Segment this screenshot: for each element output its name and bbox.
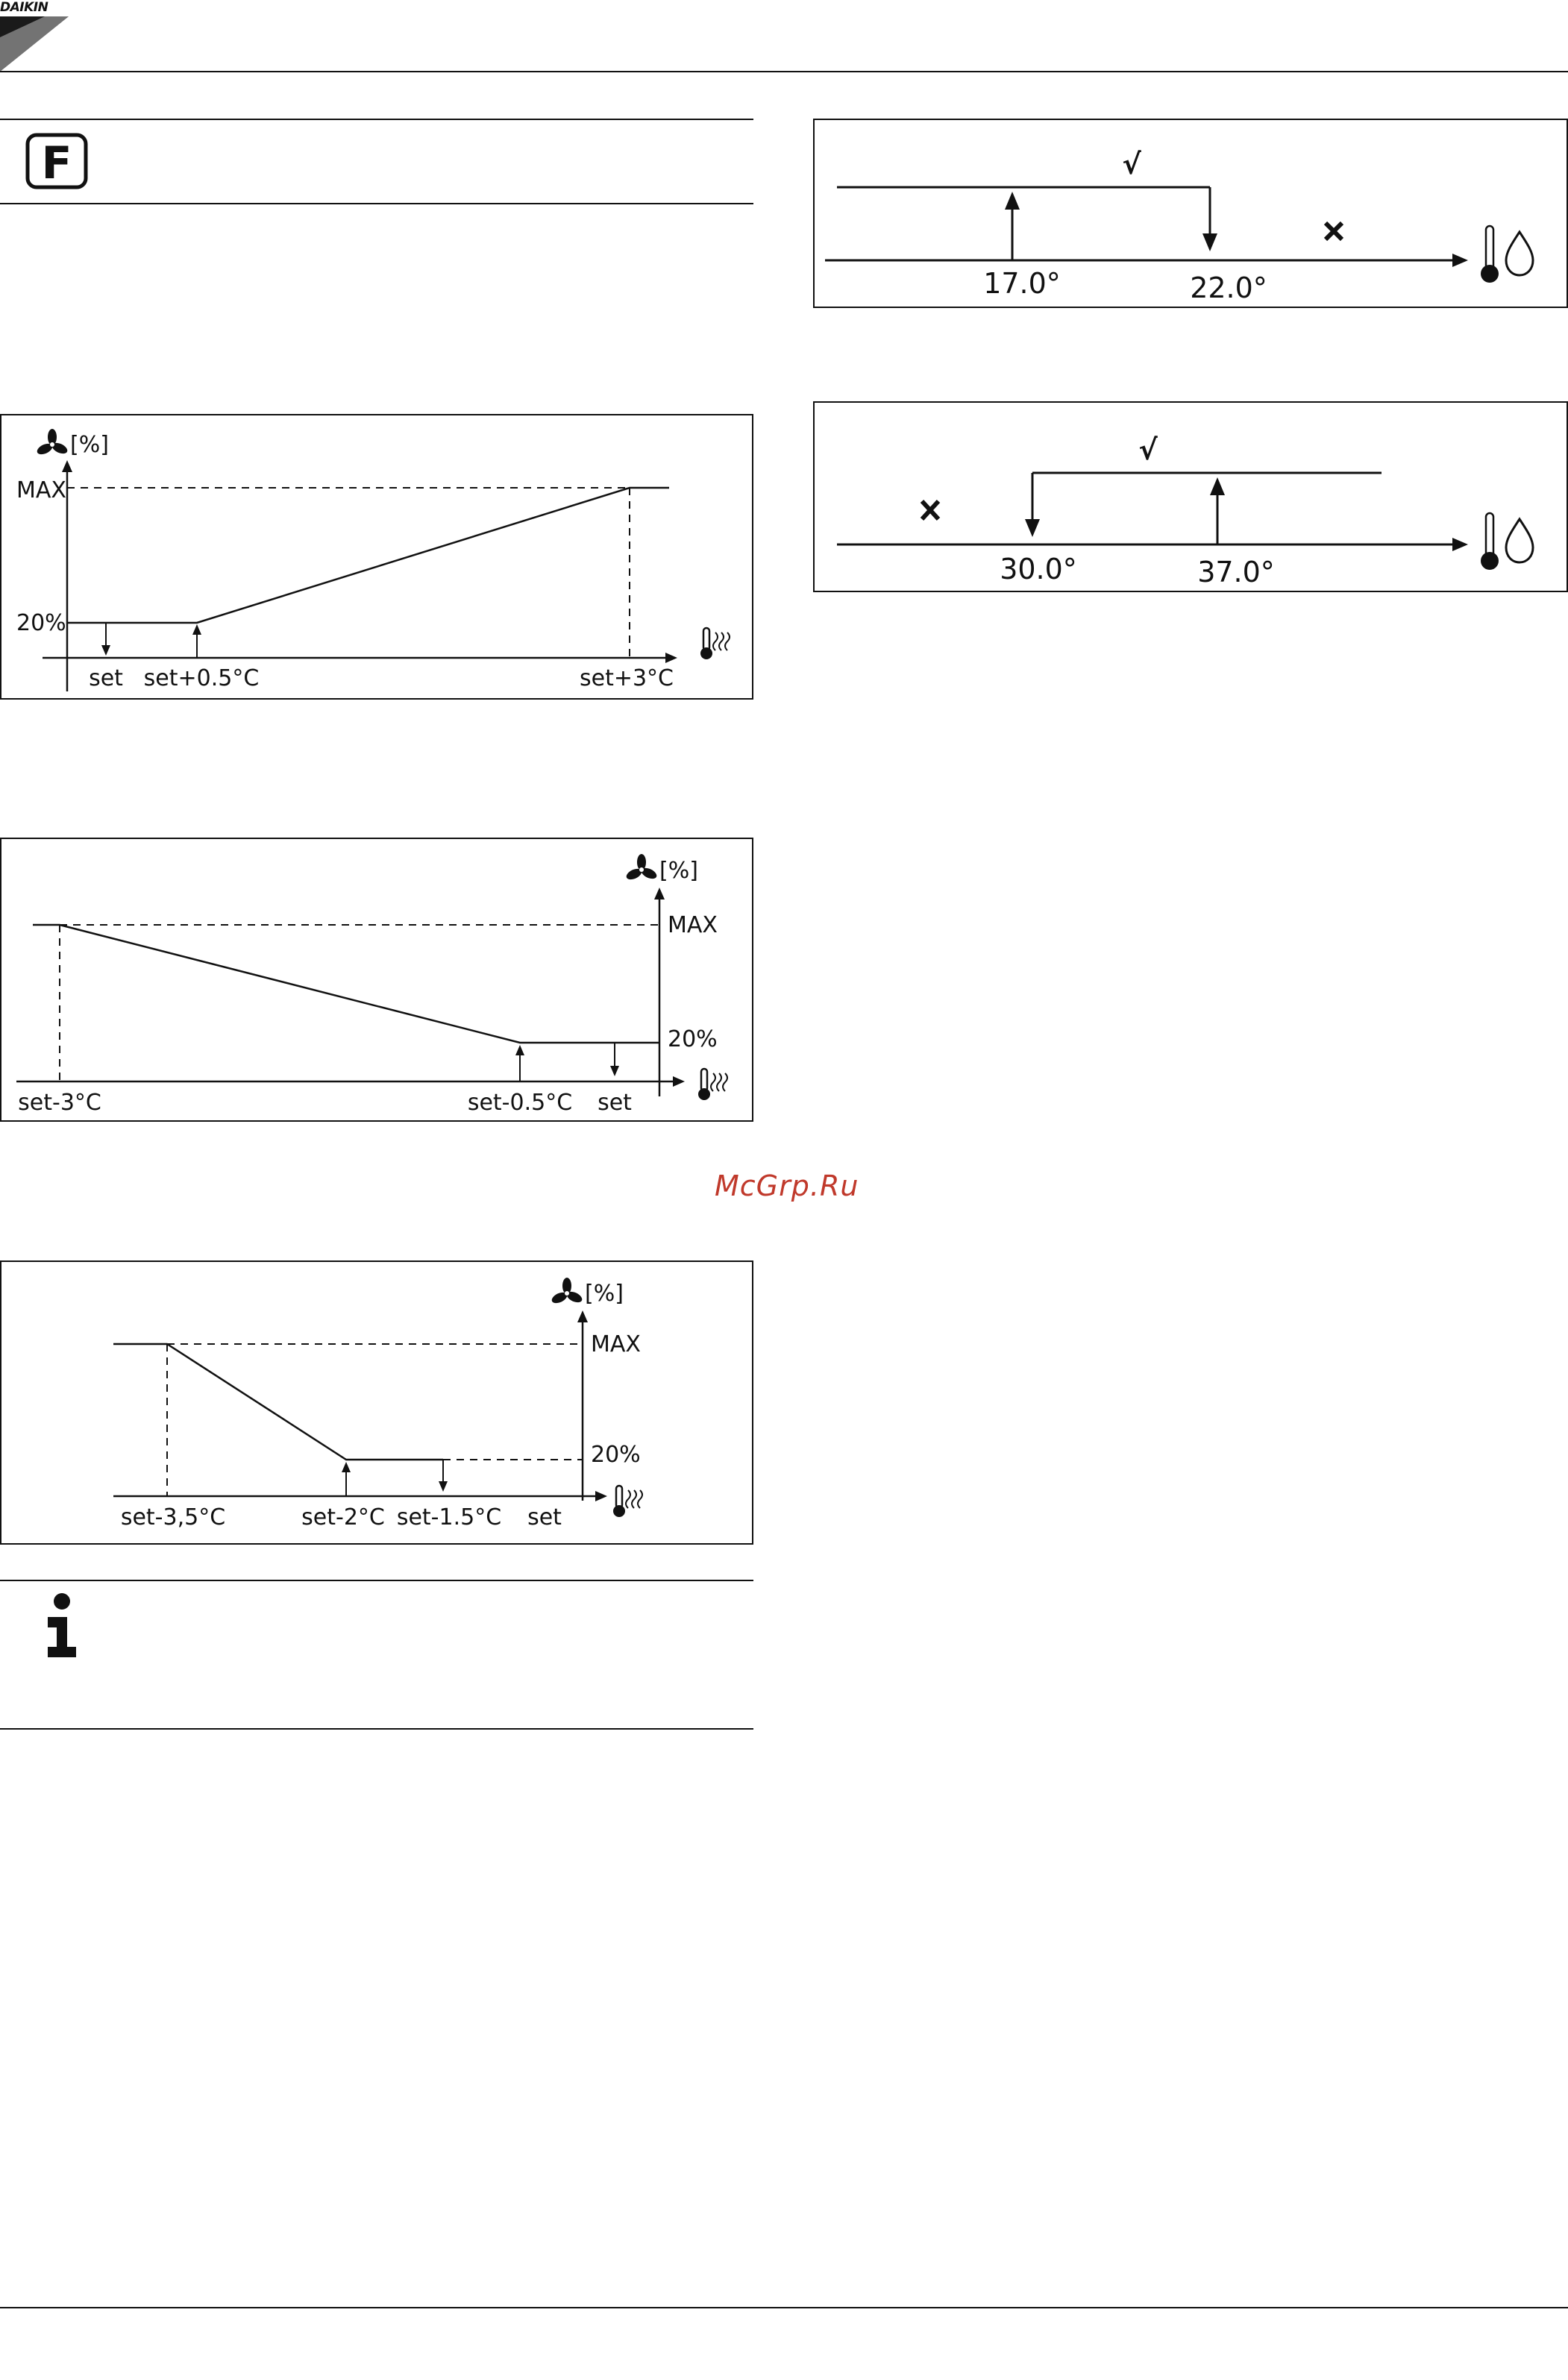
y-tick-max: MAX	[16, 477, 66, 503]
fan-speed-chart-cooling	[0, 838, 753, 1122]
f-symbol-icon	[25, 133, 88, 189]
x-tick-set-plus-half: set+0.5°C	[143, 665, 260, 691]
off-cross-icon	[922, 501, 938, 519]
fan-icon	[35, 429, 69, 456]
y-tick-20: 20%	[591, 1442, 641, 1468]
x-tick-set: set	[89, 665, 123, 691]
brand-name: DAIKIN	[0, 0, 48, 15]
thermometer-heat-icon	[613, 1486, 642, 1517]
x-tick-37: 37.0°	[1197, 556, 1275, 588]
y-tick-20: 20%	[16, 610, 66, 636]
thermometer-humidity-icon	[1481, 513, 1533, 570]
x-tick-set: set	[527, 1504, 562, 1530]
footer-rule	[0, 2307, 1568, 2308]
off-cross-icon	[1326, 223, 1342, 239]
x-tick-set-minus-half: set-0.5°C	[467, 1090, 573, 1116]
f-symbol-letter: F	[41, 137, 72, 189]
y-axis-unit: [%]	[585, 1281, 624, 1307]
hysteresis-chart-b	[813, 401, 1568, 592]
thermometer-humidity-icon	[1481, 226, 1533, 283]
notice-bottom-rule	[0, 203, 753, 204]
x-tick-22: 22.0°	[1190, 271, 1267, 304]
y-tick-20: 20%	[668, 1026, 718, 1052]
hysteresis-chart-a	[813, 119, 1568, 308]
thermometer-heat-icon	[700, 628, 730, 659]
y-axis-unit: [%]	[70, 432, 109, 458]
fan-speed-chart-cooling-offset	[0, 1260, 753, 1545]
fan-icon	[624, 854, 658, 882]
x-tick-set-plus-3: set+3°C	[579, 665, 674, 691]
y-tick-max: MAX	[591, 1331, 641, 1357]
x-tick-17: 17.0°	[983, 267, 1061, 300]
info-top-rule	[0, 1580, 753, 1581]
info-bottom-rule	[0, 1728, 753, 1730]
info-icon	[42, 1592, 82, 1659]
info-symbol-letter: i	[61, 1643, 63, 1645]
fan-speed-chart-heating	[0, 414, 753, 700]
x-tick-30: 30.0°	[1000, 553, 1077, 585]
watermark: McGrp.Ru	[715, 1169, 859, 1202]
y-tick-max: MAX	[668, 912, 718, 938]
on-check-icon: √	[1122, 148, 1141, 180]
notice-top-rule	[0, 119, 753, 120]
thermometer-heat-icon	[698, 1069, 727, 1100]
brand-logo	[0, 0, 69, 72]
x-tick-set-minus-2: set-2°C	[301, 1504, 385, 1530]
x-tick-set-minus-3: set-3°C	[18, 1090, 101, 1116]
x-tick-set-minus-3-5: set-3,5°C	[120, 1504, 226, 1530]
header-rule	[0, 71, 1568, 72]
y-axis-unit: [%]	[659, 858, 698, 884]
fan-icon	[550, 1278, 583, 1305]
on-check-icon: √	[1138, 433, 1158, 466]
x-tick-set-minus-1-5: set-1.5°C	[396, 1504, 502, 1530]
x-tick-set: set	[598, 1090, 632, 1116]
